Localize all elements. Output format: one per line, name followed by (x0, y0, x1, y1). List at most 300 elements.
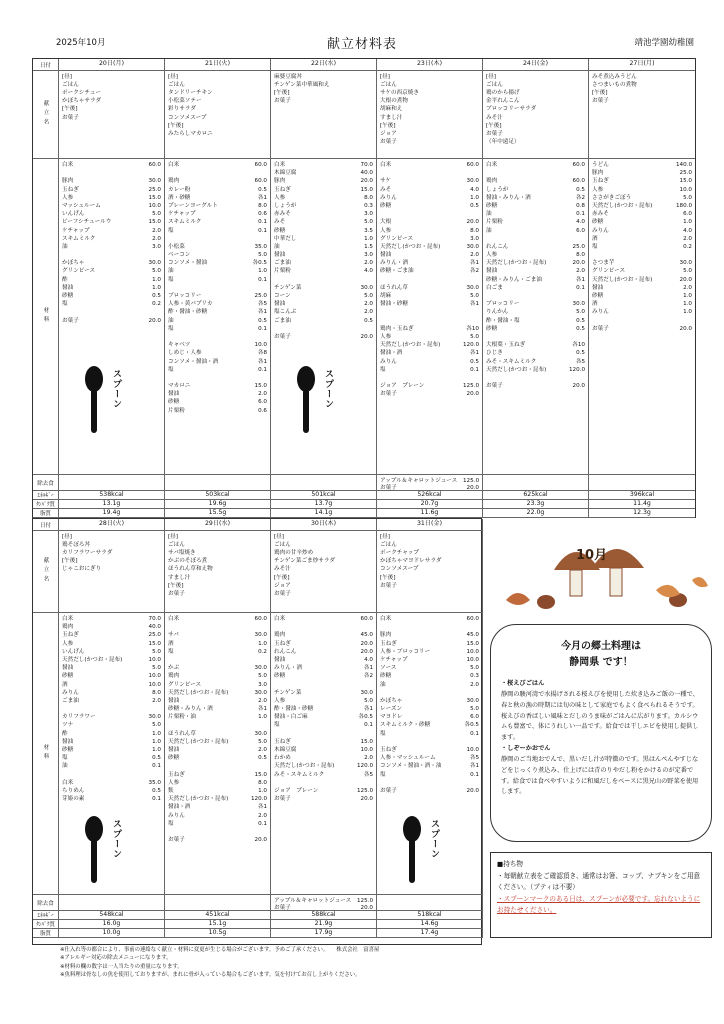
menu-item: サバ塩焼き (168, 550, 196, 557)
ingredient-amount: 1.0 (683, 219, 692, 226)
ingredient-amount: 各0.5 (358, 714, 373, 721)
ingredient-row (274, 218, 373, 226)
menu-item: [午後] (592, 90, 608, 97)
ingredient-amount: 20.0 (466, 787, 479, 794)
ingredient-amount: 0.5 (364, 317, 373, 324)
ingredient-amount: 5.0 (683, 268, 692, 275)
ingredient-name: 塩 (168, 366, 174, 373)
row-label-fat (33, 509, 59, 518)
ingredient-row (168, 664, 267, 672)
ingredient-name: かぼちゃ (380, 697, 403, 704)
ingredient-amount: 各0.5 (252, 260, 267, 267)
ingredient-row (486, 308, 585, 316)
ingredient-amount: 0.1 (258, 227, 267, 234)
ingredient-name: みりん・酒 (380, 260, 408, 267)
ingredient-row (62, 713, 161, 721)
ingredient-amount: 20.0 (466, 391, 479, 398)
menu-item: [午後] (486, 122, 502, 129)
ingredient-amount (357, 276, 373, 284)
ingredient-amount: 2.0 (152, 697, 161, 704)
day-header: 24日(金) (483, 59, 589, 71)
ingredient-row (168, 161, 267, 169)
ingredient-row (380, 746, 479, 754)
ingredient-row (168, 300, 267, 308)
ingredient-amount: 各2 (469, 268, 479, 275)
ingredient-amount: 0.5 (258, 317, 267, 324)
ingredient-row (380, 300, 479, 308)
ingredient-name: れんこん (274, 648, 297, 655)
ingredient-row (380, 697, 479, 705)
footer-note: ※アレルギー対応の除去メニューになります。 (60, 955, 172, 962)
menu-item: [午後] (62, 106, 78, 113)
menu-cell (59, 531, 165, 613)
ingredient-amount (357, 681, 373, 689)
ingredient-name: 鶏肉 (486, 178, 498, 185)
ingredient-row (168, 812, 267, 820)
ingredient-row (168, 681, 267, 689)
ingredient-amount: 60.0 (466, 616, 479, 622)
ingredient-name: 砂糖 (486, 325, 498, 332)
fat-value: 17.4g (377, 929, 483, 938)
ingredient-amount: 5.0 (152, 648, 161, 655)
ingredient-amount: 5.0 (152, 211, 161, 218)
ingredient-name: 人参 (62, 194, 74, 201)
ingredient-name: 塩 (274, 722, 280, 729)
ingredient-row (62, 235, 161, 243)
ingredient-row (274, 202, 373, 210)
menu-item: ごはん (168, 542, 185, 549)
menu-item: [午後] (62, 558, 78, 565)
ingredient-amount: 30.0 (466, 243, 479, 250)
menu-item: コンソメスープ (380, 566, 419, 573)
ingredient-row (380, 705, 479, 713)
ingredient-row (380, 259, 479, 267)
local-item1-body: 静岡の駿河湾で水揚げされる桜えびを使用した炊き込みご飯の一種で、春と秋の漁の時期には旬の味として家庭でもよく食べられるそうです。桜えびの香ばしい風味とだしのうま味がごはんに広がります。カルシウムも豊富で、体にうれしい一品です。給食では干しエビを使用し提供します。 (501, 690, 699, 742)
bring-items-box (490, 852, 712, 938)
ingredient-row (486, 333, 585, 341)
ingredient-name: ジョア プレーン (274, 787, 319, 794)
ingredient-row (274, 738, 373, 746)
ingredient-row (380, 169, 479, 177)
ingredient-amount: 5.0 (364, 697, 373, 704)
ingredient-name: 砂糖 (62, 747, 74, 753)
ingredient-amount (357, 730, 373, 738)
ingredient-row (592, 177, 692, 185)
ingredient-row (168, 746, 267, 754)
ingredient-row (168, 689, 267, 697)
month-badge: 10月 (576, 548, 608, 563)
ingredient-name: いんげん (62, 211, 85, 218)
ingredient-amount: 20.0 (254, 837, 267, 844)
ingredient-amount: 15.0 (679, 178, 692, 185)
ingredient-amount: 各10 (572, 342, 585, 349)
ingredient-amount: 20.0 (360, 640, 373, 647)
ingredient-name: さつま芋 (592, 260, 615, 267)
ingredient-row (168, 186, 267, 194)
ingredient-amount: 各8 (257, 350, 267, 357)
ingredient-name: 塩 (380, 366, 386, 373)
ingredient-name: 麩 (168, 787, 174, 794)
ingredient-name: 酢 (62, 276, 68, 283)
ingredient-name: 中華だし (274, 235, 297, 242)
ingredient-row (168, 640, 267, 648)
allergy-row (380, 477, 479, 484)
ingredient-amount: 6.0 (258, 399, 267, 406)
ingredient-amount (251, 762, 267, 770)
ingredient-row (274, 259, 373, 267)
ingredient-row (168, 738, 267, 746)
ingredient-name: レーズン (380, 706, 403, 713)
ingredient-amount: 15.0 (148, 194, 161, 201)
ingredient-amount: 各1 (257, 706, 267, 713)
ingredient-amount: 0.3 (470, 673, 479, 680)
ingredient-amount: 5.0 (576, 309, 585, 316)
ingredient-name: 木綿豆腐 (274, 747, 297, 753)
ingredient-amount: 0.6 (258, 407, 267, 414)
ingredient-amount (569, 292, 585, 300)
ingredient-row (62, 787, 161, 795)
ingredient-row (168, 333, 267, 341)
ingredient-row (62, 292, 161, 300)
ingredient-amount: 10.0 (148, 202, 161, 209)
ingredient-amount: 各1 (469, 260, 479, 267)
menu-cell (589, 71, 695, 159)
ingredient-row (380, 194, 479, 202)
menu-item: [午後] (168, 122, 184, 129)
ingredient-row (486, 202, 585, 210)
menu-item: お菓子 (592, 98, 609, 105)
ingredient-name: 豚肉 (274, 178, 286, 185)
ingredient-name: 醤油 (62, 284, 74, 291)
ingredient-amount: 各1 (257, 309, 267, 316)
ingredient-row (486, 382, 585, 390)
ingredient-name: みそ・スキムミルク (486, 358, 537, 365)
row-label-text: 日付 (40, 62, 51, 69)
ingredient-amount: 20.0 (360, 796, 373, 803)
ingredient-row (274, 276, 373, 284)
ingredient-row (380, 771, 479, 779)
ingredient-row (592, 169, 692, 177)
ingredient-amount (463, 276, 479, 284)
ingredient-amount (463, 689, 479, 697)
ingredient-name: みりん (380, 194, 397, 201)
ingredient-name: いんげん (62, 648, 85, 655)
ingredient-row (274, 623, 373, 631)
ingredient-name: サバ (168, 632, 179, 639)
ingredient-amount: 5.0 (470, 333, 479, 340)
ingredient-name: ケチャップ (168, 211, 196, 218)
ingredient-name: しめじ・人参 (168, 350, 202, 357)
ingredient-name: 塩 (168, 648, 174, 655)
ingredient-name: 砂糖 (592, 293, 604, 299)
allergy-amount: 125.0 (356, 898, 373, 904)
allergy-amount: 20.0 (466, 485, 479, 491)
ingredient-row (62, 194, 161, 202)
ingredient-row (274, 227, 373, 235)
ingredient-amount: 2.0 (364, 260, 373, 267)
ingredient-amount: 0.5 (576, 325, 585, 332)
ingredient-amount (145, 771, 161, 779)
ingredient-name: 芽姫の素 (62, 796, 85, 803)
ingredient-name: マッシュルーム (62, 202, 101, 209)
ingredient-name: お菓子 (380, 787, 397, 794)
ingredient-amount: 各2 (363, 673, 373, 680)
ingredient-name: 醤油 (168, 391, 180, 398)
ingredient-amount: 2.0 (258, 747, 267, 753)
ingredient-amount: 20.0 (360, 178, 373, 185)
ingredient-name: 砂糖・ごま油 (380, 268, 414, 275)
allergy-name: アップル＆キャロットジュース (380, 478, 458, 484)
ingredient-amount: 10.0 (466, 656, 479, 663)
ingredient-amount: 5.0 (152, 722, 161, 729)
ingredient-name: 玉ねぎ (592, 178, 609, 185)
ingredient-amount: 2.0 (364, 309, 373, 316)
spoon-icon (82, 815, 122, 885)
ingredient-name: 油 (62, 243, 68, 250)
ingredient-amount: 15.0 (360, 738, 373, 745)
ingredient-name: 人参 (592, 186, 604, 193)
ingredient-amount: 10.0 (360, 747, 373, 753)
fat-value: 15.5g (165, 509, 271, 518)
ingredient-name: スキムミルク・砂糖 (380, 722, 431, 729)
ingredient-amount: 8.0 (258, 779, 267, 786)
ingredient-name: 天然だし(かつお・昆布) (274, 763, 335, 770)
ingredient-name: 砂糖 (62, 293, 74, 299)
ingredient-row (274, 186, 373, 194)
ingredient-row (274, 689, 373, 697)
ingredient-name: 砂糖 (486, 202, 498, 209)
ingredient-amount: 5.0 (152, 268, 161, 275)
ingredient-row (168, 341, 267, 349)
ingredient-row (380, 779, 479, 787)
ingredient-row (168, 771, 267, 779)
ingredient-amount: 1.0 (683, 301, 692, 308)
page-title: 献立材料表 (326, 37, 397, 52)
ingredient-row (380, 615, 479, 623)
ingredient-amount (463, 317, 479, 325)
ingredient-amount: 40.0 (148, 624, 161, 631)
ingredient-amount: 2.0 (258, 812, 267, 819)
ingredient-name: 鶏肉 (168, 178, 180, 185)
ingredient-amount: 140.0 (675, 162, 692, 168)
ingredient-row (380, 251, 479, 259)
menu-item: みそ汁 (274, 566, 291, 573)
menu-item: 麻婆豆腐丼 (274, 74, 302, 80)
protein-value: 14.6g (377, 920, 483, 929)
ingredient-row (486, 227, 585, 235)
ingredient-row (168, 276, 267, 284)
spoon-label: スプーン (111, 819, 121, 859)
ingredient-row (62, 284, 161, 292)
ingredient-amount: 0.8 (576, 202, 585, 209)
ingredient-row (62, 623, 161, 631)
menu-item: [昼] (168, 534, 178, 540)
ingredient-name: 天然だし(かつお・昆布) (62, 656, 123, 663)
ingredient-name: 木綿豆腐 (274, 170, 297, 177)
ingredient-name: りんかん (486, 309, 509, 316)
ingredient-row (486, 317, 585, 325)
ingredient-name: お菓子 (62, 317, 79, 324)
ingredient-amount: 各1 (575, 276, 585, 283)
ingredient-row (380, 713, 479, 721)
ingredient-cell (589, 159, 695, 475)
ingredient-name: 天然だし(かつお・昆布) (168, 796, 229, 803)
protein-value: 15.1g (165, 920, 271, 929)
ingredient-row (168, 358, 267, 366)
ingredient-name: 酒 (592, 235, 598, 242)
ingredient-amount: 2.0 (258, 391, 267, 398)
ingredient-name: 塩 (62, 755, 68, 762)
ingredient-name: 天然だし(かつお・昆布) (168, 689, 229, 696)
ingredient-amount: 35.0 (254, 243, 267, 250)
ingredient-row (274, 615, 373, 623)
ingredient-amount: 各1 (469, 350, 479, 357)
ingredient-amount: 4.0 (364, 656, 373, 663)
ingredient-name: みりん (62, 689, 79, 696)
ingredient-name: 天然だし(かつお・昆布) (380, 342, 441, 349)
ingredient-amount: 2.0 (364, 755, 373, 762)
ingredient-name: 天然だし(かつお・昆布) (486, 366, 547, 373)
ingredient-amount: 30.0 (148, 260, 161, 267)
ingredient-name: お菓子 (486, 383, 503, 390)
ingredient-row (62, 746, 161, 754)
ingredient-amount (251, 623, 267, 631)
menu-item: 胡麻和え (380, 106, 403, 113)
menu-item: コンソメスープ (168, 114, 207, 121)
ingredient-amount: 1.0 (258, 714, 267, 721)
day-header: 30日(木) (271, 519, 377, 531)
ingredient-name: 片栗粉 (168, 407, 185, 414)
ingredient-row (168, 803, 267, 811)
ingredient-name: 醤油 (274, 301, 286, 308)
menu-item: ごはん (486, 82, 503, 89)
bring-line-1: ・毎朝献立表をご確認頂き、通常はお箸、コップ、ナプキンをご用意ください。（プティは不要） (497, 871, 701, 892)
ingredient-name: ビーフシチュールウ (62, 219, 112, 226)
day-header: 20日(月) (59, 59, 165, 71)
ingredient-amount: 2.0 (364, 301, 373, 308)
menu-cell (377, 71, 483, 159)
ingredient-row (380, 374, 479, 382)
ingredient-amount: 4.0 (470, 186, 479, 193)
spoon-icon (294, 365, 334, 435)
ingredient-row (62, 681, 161, 689)
ingredient-name: スキムミルク (168, 219, 202, 226)
ingredient-amount: 5.0 (258, 252, 267, 259)
row-label-text: ｴﾈﾙｷﾞｰ (37, 913, 54, 919)
ingredient-name: 天然だし(かつお・昆布) (592, 202, 653, 209)
ingredient-amount (145, 169, 161, 177)
ingredient-amount: 10.0 (466, 747, 479, 753)
day-header: 23日(木) (377, 59, 483, 71)
ingredient-row (62, 251, 161, 259)
ingredient-row (380, 202, 479, 210)
ingredient-name: 塩 (168, 227, 174, 234)
ingredient-row (168, 407, 267, 415)
ingredient-name: 人参・黄パプリカ (168, 301, 213, 308)
ingredient-amount: 各1 (363, 706, 373, 713)
autumn-illustration (496, 530, 712, 616)
ingredient-name: 醤油・砂糖 (380, 301, 408, 308)
ingredient-amount: 5.0 (470, 665, 479, 672)
ingredient-row (380, 227, 479, 235)
ingredient-amount: 25.0 (254, 293, 267, 299)
menu-cell (271, 71, 377, 159)
ingredient-row (168, 836, 267, 844)
ingredient-name: お菓子 (592, 325, 609, 332)
ingredient-name: カリフラワー (62, 714, 96, 721)
ingredient-amount: 15.0 (148, 219, 161, 226)
ingredient-row (592, 276, 692, 284)
protein-value: 19.6g (165, 500, 271, 509)
ingredient-name: 人参 (380, 227, 392, 234)
ingredient-amount: 0.2 (258, 648, 267, 655)
ingredient-row (168, 828, 267, 836)
fat-value: 10.0g (59, 929, 165, 938)
ingredient-amount: 各5 (575, 358, 585, 365)
menu-item: 金平れんこん (486, 98, 520, 105)
menu-item: かぼちゃマヨドレサラダ (380, 558, 442, 565)
ingredient-row (62, 754, 161, 762)
ingredient-amount: 30.0 (360, 689, 373, 696)
spoon-icon (82, 365, 122, 435)
ingredient-row (592, 300, 692, 308)
ingredient-name: 人参 (62, 640, 74, 647)
ingredient-amount (569, 374, 585, 382)
menu-item: 小松菜ソテー (168, 98, 202, 105)
ingredient-amount: 60.0 (254, 616, 267, 622)
ingredient-name: 人参 (486, 252, 498, 259)
ingredient-amount (251, 721, 267, 729)
ingredient-row (486, 218, 585, 226)
ingredient-amount: 0.3 (364, 202, 373, 209)
ingredient-name: 酢・醤油・砂糖 (168, 309, 208, 316)
ingredient-amount: 0.1 (152, 763, 161, 770)
ingredient-row (380, 689, 479, 697)
ingredient-amount (569, 235, 585, 243)
ingredient-amount: 0.5 (152, 755, 161, 762)
ingredient-name: みそ (274, 219, 286, 226)
ingredient-name: グリンピース (380, 235, 414, 242)
allergy-cell (589, 475, 695, 491)
ingredient-row (168, 721, 267, 729)
ingredient-amount: 20.0 (360, 648, 373, 655)
ingredient-name: 砂糖・みりん・ごま油 (486, 276, 542, 283)
ingredient-amount: 各0.5 (464, 722, 479, 729)
ingredient-amount: 0.1 (470, 771, 479, 778)
energy-value: 548kcal (59, 911, 165, 920)
ingredient-amount: 0.1 (258, 276, 267, 283)
ingredient-row (62, 243, 161, 251)
ingredient-amount (569, 169, 585, 177)
row-label-text: 除去食 (37, 900, 54, 907)
ingredient-name: 片栗粉 (274, 268, 291, 275)
protein-value: 16.0g (59, 920, 165, 929)
ingredient-amount (251, 169, 267, 177)
day-header: 21日(火) (165, 59, 271, 71)
ingredient-name: 天然だし(かつお・昆布) (592, 276, 653, 283)
ingredient-row (592, 292, 692, 300)
energy-value: 526kcal (377, 491, 483, 500)
ingredient-amount: 各1 (469, 763, 479, 770)
ingredient-row (168, 243, 267, 251)
bring-line-2: ・スプーンマークのある日は、スプーンが必要です。忘れないようにお持たせください。 (497, 894, 701, 915)
bring-title: ■持ち物 (497, 860, 524, 868)
ingredient-amount: 25.0 (148, 632, 161, 639)
ingredient-name: ちりめん (62, 787, 85, 794)
ingredient-amount: 60.0 (572, 162, 585, 168)
footer-note: ※材料の欄の数字は一人当たりの重量になります。 (60, 963, 183, 970)
ingredient-amount: 3.0 (152, 243, 161, 250)
